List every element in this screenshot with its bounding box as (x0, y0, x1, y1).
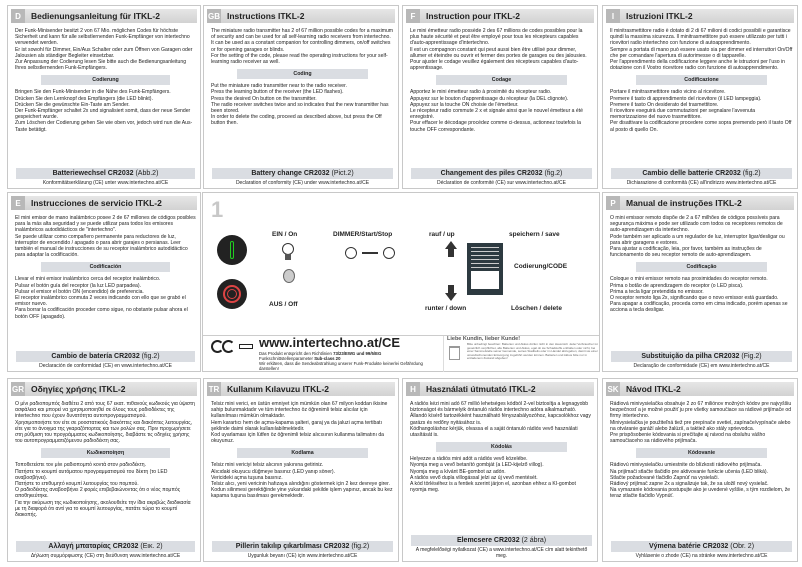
conformity-note: A megfelelőségi nyilatkozat (CE) a www.intertechno.at/CE cím alatt tekinthető meg. (415, 547, 588, 559)
figure-number: 1 (211, 197, 224, 222)
coding-step: Για την ακύρωση της κωδικοποίησης, ακολουθείτε την ίδια ακριβώς διαδικασία με τη διαφορά ότι αντί για το κουμπί λειτουργίας, πατάτε τώρα το κουμπί διακοπής. (15, 499, 191, 519)
intro-paragraph: Pode também ser aplicado a um regulador de luz, interruptor ligar/desligar ou para abrir garagens e estores. (610, 233, 785, 246)
coding-step: Appuyez sur la touche ON choisie de l'émetteur. (410, 101, 519, 108)
coding-step: Telsiz alıcı, yeni vericinin hafızaya alındığını göstermek için 2 kez devreye girer. (211, 481, 390, 488)
instructions-panel-de (7, 5, 201, 189)
conformity-note: Konformitätserklärung (CE) unter www.intertechno.at/CE (42, 180, 169, 186)
ce-subclass: Sub-class 20 (314, 356, 341, 361)
coding-step: Πατήστε το κουμπί αυτόματου προγραμματισμού του δέκτη (το LED αναβοσβήνει). (15, 468, 168, 481)
battery-figure-ref: (fig.2) (141, 353, 160, 360)
ce-text-1: Das Produkt entspricht den Richtlinien (259, 351, 332, 356)
coding-heading: Codificación (41, 262, 170, 272)
language-badge: SK (606, 382, 620, 396)
coding-step: Ο ραδιοδέκτης αναβοσβήνει 2 φορές επιβεβαιώνοντας ότι ο νέος πομπός αποθηκεύτηκε. (15, 487, 181, 500)
coding-step: Stlačte požadované tlačidlo Zapnúť na vysielači. (610, 474, 719, 481)
panel-body (603, 396, 797, 500)
ce-text-3: Wir erklären, dass die Sendeabstrahlung unserer Funk-Produkte keinerlei Gefährdung darstellen! (259, 361, 423, 371)
conformity-note: Δήλωση συμμόρφωσης (CE) στη διεύθυνση www.intertechno.at/CE (30, 553, 181, 559)
battery-heading (16, 168, 195, 179)
coding-step: A rádiós vevő dupla villogással jelzi az új vevő mentését. (410, 474, 538, 481)
battery-figure-ref: (fig.2) (351, 543, 370, 550)
coding-step: Drücken Sie den Lernknopf des Empfängers (die LED blinkt). (15, 95, 153, 102)
intro-paragraph: Pre prispôsobenie kódovania si prečítajte aj návod na obsluhu vášho samoučiaceho sa rádiového prijímača. (610, 432, 766, 445)
panel-title: Návod ITKL-2 (626, 384, 681, 394)
language-badge: D (11, 9, 25, 23)
down-arrow-shaft (448, 285, 454, 293)
battery-figure-ref: (Abb.2) (135, 170, 159, 177)
coding-step: In order to delete the coding, proceed as described above, but press the Off button then. (211, 114, 382, 127)
coding-step: Apportez le mini émetteur radio à proximité du récepteur radio. (410, 89, 552, 96)
coding-step: Press the learning button of the receiver (the LED flashes). (211, 89, 344, 96)
coding-step: Pulsar el botón guía del receptor (la luz LED parpadea). (15, 282, 142, 289)
panel-header (406, 382, 594, 396)
panel-body (204, 23, 398, 127)
coding-step: Πατήστε το επιθυμητό κουμπί λειτουργίας του πομπού. (15, 481, 139, 488)
intro-paragraph: Minivysielačka je použiteľná tiež pre prepínače svetiel, zapínače/vypínače alebo na otváranie garáží alebo žalúzií, a taktiež ako stály sprievodca. (610, 419, 791, 432)
coding-step: El receptor inalámbrico conmuta 2 veces indicando con ello que se grabó el emisor nuevo. (15, 295, 186, 308)
panel-header (11, 382, 197, 396)
save-label: speichern / save (509, 231, 560, 238)
intro-paragraph: Hem karartıcı hem de açma-kapama şalteri, garaj ya da jaluzi açma tertibatı şeklinde daimi olarak kullanılabilmektedir. (211, 419, 382, 432)
battery-title: Pillerin takılıp çıkartılması CR2032 (235, 543, 350, 550)
battery-heading (212, 541, 393, 552)
coding-heading: Codificação (636, 262, 767, 272)
battery-heading (611, 168, 792, 179)
panel-header (406, 9, 594, 23)
coding-step: The radio receiver switches twice and so indicates that the new transmitter has been stored. (211, 101, 389, 115)
coding-step: Il ricevitore eseguirà due commutazioni per segnalare l'avvenuta memorizzazione del nuovo trasmettitore. (610, 108, 756, 121)
coding-heading: Codificazione (636, 75, 767, 85)
battery-title: Battery change CR2032 (251, 170, 330, 177)
battery-figure-ref: (Fig.2) (741, 353, 762, 360)
panel-title: Kullanım Kılavuzu ITKL-2 (227, 384, 330, 394)
battery-title: Batteriewechsel CR2032 (52, 170, 134, 177)
coding-step: A kód törléséhez is a fentiek szerint járjon el, azonban ehhez a KI-gombot nyomja meg. (410, 481, 576, 494)
coding-step: Per disattivare la codificazione procedere come sopra premendo però il tasto Off al posto di quello On. (610, 120, 792, 133)
battery-title: Elemcsere CR2032 (456, 537, 520, 544)
coding-step: Prima a tecla ligar pretendida no emissor. (610, 288, 704, 295)
coding-step: Nyomja meg a vevő betanító gombját (a LED-kijelző villog). (410, 462, 544, 469)
coding-step: O receptor remoto liga 2x, significando que o novo emissor está guardado. (610, 295, 779, 302)
panel-body (603, 210, 797, 314)
battery-heading (212, 168, 393, 179)
recycling-title: Liebe Kundin, lieber Kunde! (447, 336, 521, 342)
panel-body (204, 396, 398, 500)
battery-figure-ref: (Obr. 2) (730, 543, 755, 550)
coding-step: Vericideki açma tuşuna basınız. (211, 474, 283, 481)
language-badge: TR (207, 382, 221, 396)
battery-heading (611, 541, 792, 552)
panel-header (606, 382, 794, 396)
intro-paragraph: Sempre a portata di mano può essere usato sia per dimmer ed interruttori On/Off che per comandare l'apertura di autorimesse o di tapparelle. (610, 46, 793, 59)
bin-icon (449, 346, 460, 360)
coding-step: Prima o botão de aprendizagem do receptor (o LED pisca). (610, 282, 744, 289)
conformity-note: Déclaration de conformité (CE) sur www.intertechno.at/CE (437, 180, 566, 186)
coding-step: Helyezze a rádiós mini adót a rádiós vevő közelébe. (410, 456, 528, 463)
coding-step: Coloque o mini emissor remoto nas proximidades do receptor remoto. (610, 276, 768, 283)
off-label: AUS / Off (269, 301, 298, 308)
dimmer-label: DIMMER/Start/Stop (333, 231, 393, 238)
coding-step: Τοποθετείστε τον μίνι ραδιοπομπό κοντά στον ραδιοδέκτη. (15, 462, 146, 469)
panel-title: Használati útmutató ITKL-2 (426, 384, 536, 394)
intro-paragraph: Il minitrasmettitore radio è dotato di 2 di 67 milioni di codici possibili e garantisce quindi la massima sicurezza. Il minitrasmettitore può essere utilizzato per tutti i ricevitori radio intertechno con funzione di autoapprendimento. (610, 28, 791, 47)
battery-figure-ref: (Pict.2) (331, 170, 354, 177)
intro-paragraph: Le mini émetteur radio possède 2 des 67 millions de codes possibles pour la plus haute sécurité et peut être employé pour tous les récepteurs capables d'auto-apprentissage d'intertechno. (410, 28, 583, 47)
instructions-panel-pt (602, 192, 798, 372)
ce-directives: 73/23/EWG und 99/5/EG (333, 351, 382, 356)
battery-figure-ref: (fig.2) (544, 170, 563, 177)
panel-header (606, 196, 794, 210)
intro-paragraph: A rádiós kézi mini adó 67 millió lehetséges kódból 2-vel biztosítja a legnagyobb biztonságot és bármelyik öntanuló rádiós intertechno adóra alkalmazható. (410, 401, 589, 414)
battery-title: Changement des piles CR2032 (440, 170, 543, 177)
battery-heading (411, 168, 592, 179)
battery-heading (16, 351, 195, 362)
intro-paragraph: Er ist sowohl für Dimmer, Ein/Aus Schalter oder zum Öffnen von Garagen oder Jalousien als ständiger Begleiter einsetzbar. (15, 46, 193, 59)
battery-title: Substituição da pilha CR2032 (641, 353, 740, 360)
battery-title: Cambio de batería CR2032 (51, 353, 140, 360)
down-arrow-icon (445, 293, 457, 301)
coding-heading: Kódovanie (636, 448, 767, 458)
panel-body (8, 396, 200, 518)
panel-body (403, 396, 597, 493)
battery-heading (411, 535, 592, 546)
coding-step: Put the miniature radio transmitter near to the radio receiver. (211, 83, 347, 90)
conformity-note: Declaración de conformidad (CE) en www.intertechno.at/CE (39, 363, 172, 369)
intro-paragraph: It can be used as a constant companion for controlling dimmers, on/off switches or for opening garages or blinds. (211, 40, 391, 53)
battery-title: Cambio delle batterie CR2032 (642, 170, 741, 177)
delete-label: Löschen / delete (511, 305, 562, 312)
up-arrow-shaft (448, 249, 454, 257)
panel-title: Instructions ITKL-2 (227, 11, 305, 21)
battery-figure-ref: (fig.2) (742, 170, 761, 177)
panel-title: Bedienungsanleitung für ITKL-2 (31, 11, 160, 21)
website-url[interactable]: www.intertechno.at/CE (259, 335, 401, 350)
intro-paragraph: Telsiz mini verici, en üstün emniyet için mümkün olan 67 milyon koddan ikisine sahip bulunmaktadır ve tüm intertechno öz öğrenimli telsiz alıcılar için kullanılması mümkün olmaktadır. (211, 401, 388, 420)
ce-text-2: Funkschnittstellenparameter (259, 356, 313, 361)
panel-title: Istruzioni ITKL-2 (626, 11, 693, 21)
coding-step: Para apagar a codificação, proceda como em cima indicado, porém apenas se acciona a tecla desligar. (610, 301, 788, 314)
intro-paragraph: Zur Anpassung der Codierung lesen Sie bitte auch die Bedienungsanleitung Ihres selbstlernenden Funk-Empfängers. (15, 59, 187, 72)
panel-body (603, 23, 797, 133)
off-button-icon (217, 279, 247, 309)
intro-paragraph: Der Funk-Minisender besitzt 2 von 67 Mio. möglichen Codes für höchste Sicherheit und kann für alle selbstlernenden Funk-Empfänger von intertechno verwendet werden. (15, 28, 190, 47)
intro-paragraph: O mini emissor remoto dispõe de 2 a 67 milhões de códigos possíveis para segurança máxima e pode ser utilizado com todos os receptores remotos de auto-aprendizagem da intertechno. (610, 215, 783, 234)
coding-step: Premere il tasto On desiderato del trasmettitore. (610, 101, 719, 108)
coding-step: Kodun silinmesi gerektiğinde yine yukarıdaki şekilde işlem yapınız, ancak bu kez kapama tuşuna basılması gerekmektedir. (211, 487, 393, 500)
up-label: rauf / up (429, 231, 455, 238)
panel-header (606, 9, 794, 23)
coding-step: Zum Löschen der Codierung gehen Sie wie oben vor, jedoch wird nun die Aus-Taste betätigt. (15, 120, 193, 133)
recycling-text: Bitte unbedingt beachten: Batterien und Akkus dürfen nicht in den Hausmüll. Jeder Verbraucher ist gesetzlich verpflichtet, alle Batterien und Akkus, egal ob sie Schadstoffe enthalten oder nicht, bei einer Sammelstelle seiner Gemeinde, seines Stadtteils oder im Handel abzugeben, damit sie einer umweltschonenden Entsorgung zugeführt werden können. Batterien und Akkus bitte nur in entladenem Zustand abgeben! (467, 342, 598, 361)
panel-title: Instrucciones de servicio ITKL-2 (31, 198, 162, 208)
battery-heading (611, 351, 792, 362)
panel-title: Manual de instruções ITKL-2 (626, 198, 742, 208)
coding-heading: Coding (237, 69, 368, 79)
coding-step: Para borrar la codificación proceder como sigue, no obstante pulsar ahora el botón OFF (apagado). (15, 307, 188, 320)
language-badge: GB (207, 9, 221, 23)
battery-title: Αλλαγή μπαταρίας CR2032 (48, 543, 139, 550)
code-label: Codierung/CODE (514, 263, 568, 270)
instructions-panel-gr (7, 378, 201, 562)
coding-step: Appuyez sur le bouton d'apprentissage du récepteur (la DEL clignote). (410, 95, 569, 102)
down-label: runter / down (425, 305, 467, 312)
coding-step: Press the desired On button on the transmitter. (211, 95, 317, 102)
coding-heading: Codage (436, 75, 567, 85)
language-badge: E (11, 196, 25, 210)
instructions-panel-es (7, 192, 201, 372)
recycling-notice (443, 336, 599, 372)
language-badge: H (406, 382, 420, 396)
instructions-panel-fr (402, 5, 598, 189)
intro-paragraph: For the setting of the code, please read the operating instructions for your self-learning radio receiver as well. (211, 52, 388, 66)
coding-step: Drücken Sie die gewünschte Ein-Taste am Sender. (15, 101, 130, 108)
conformity-note: Dichiarazione di conformità (CE) all'indirizzo www.intertechno.at/CE (626, 180, 777, 186)
panel-title: Οδηγίες χρήσης ITKL-2 (31, 384, 126, 394)
instructions-panel-hu (402, 378, 598, 562)
coding-step: Der Funk-Empfänger schaltet 2x und signalisiert somit, dass der neue Sender gespeichert wurde. (15, 108, 191, 121)
coding-heading: Codierung (41, 75, 170, 85)
intro-paragraph: Il est un compagnon constant qui peut aussi bien être utilisé pour dimmer, allumer et éteindre ou ouvrir et fermer des portes de garages ou des jalousies. (410, 46, 587, 59)
on-button-icon (217, 235, 247, 265)
language-badge: F (406, 9, 420, 23)
battery-title: Výmena batérie CR2032 (648, 543, 729, 550)
panel-title: Instruction pour ITKL-2 (426, 11, 520, 21)
intro-paragraph: The miniature radio transmitter has 2 of 67 million possible codes for a maximum of security and can be used for all self-learning radio receivers from intertechno. (211, 28, 394, 41)
dimmer-bulbs-icon (345, 243, 395, 261)
intro-paragraph: Χρησιμοποιήστε τον είτε σε ροοστατικούς διακόπτες και διακόπτες λειτουργίας, είτε για το άνοιγμα της γκαραζόπορτας και των ρολών σας. Πριν προχωρήσετε στη ρύθμιση του προγράμματος κωδικοποίησης, διαβάστε τις οδηγίες χρήσης του αυτοπρογραμματιζόμενου ραδιοδέκτη σας. (15, 419, 193, 445)
intro-paragraph: Se puede utilizar como compañero permanente para reductores de luz, interruptor de encendido / apagado o para abrir garajes o persianas. Leer también el manual de instrucciones de su receptor inalámbrico autodidáctico para adaptar la codificación. (15, 233, 188, 259)
language-badge: P (606, 196, 620, 210)
panel-header (11, 196, 197, 210)
figure-panel (202, 192, 600, 372)
up-arrow-icon (445, 241, 457, 249)
ce-declaration (259, 351, 439, 371)
coding-step: Pour effacer le décodage procédez comme ci-dessus, actionnez toutefois la touche OFF correspondante. (410, 120, 581, 133)
coding-step: Na prijímači stlačte tlačidlo pre aktivovanie funkcie učenia (LED bliká). (610, 468, 768, 475)
instructions-panel-sk (602, 378, 798, 562)
panel-body (8, 210, 200, 320)
conformity-note: Uygunluk beyanı (CE) için www.intertechno.at/CE (247, 553, 358, 559)
coding-step: Portare il minitrasmettitore radio vicino al ricevitore. (610, 89, 726, 96)
unlit-bulb-icon (283, 269, 295, 283)
panel-header (207, 382, 395, 396)
intro-paragraph: Kod uyarlaması için lütfen öz öğrenimli telsiz alıcısının kullanma talimatını da okuyunuz. (211, 432, 384, 445)
panel-header (11, 9, 197, 23)
coding-heading: Kodlama (237, 448, 368, 458)
coding-step: Rádiový prijímač zapne 2x a signalizuje tak, že sa uložil nový vysielač. (610, 481, 769, 488)
coding-step: Nyomja meg a kívánt BE-gombot az adón. (410, 468, 506, 475)
conformity-note: Declaração de conformidade (CE) em www.intertechno.at/CE (633, 363, 770, 369)
instructions-panel-gb (203, 5, 399, 189)
coding-heading: Kódolás (436, 442, 567, 452)
instructions-panel-it (602, 5, 798, 189)
intro-paragraph: Pour ajuster le codage veuillez également des récepteurs capables d'auto-apprentissage. (410, 59, 579, 72)
language-badge: GR (11, 382, 25, 396)
panel-body (403, 23, 597, 133)
lit-bulb-icon (281, 243, 295, 261)
language-badge: I (606, 9, 620, 23)
battery-heading (16, 541, 195, 552)
intro-paragraph: Kódhangoláshoz kérjük, olvassa el a saját öntanuló rádiós vevő használati utasítását is. (410, 425, 578, 439)
coding-step: Rádiovú minivysielačku umiestnite do blízkosti rádiového prijímača. (610, 462, 762, 469)
panel-header (207, 9, 395, 23)
coding-step: Na vymazanie kódovania postupujte ako je uvedené vyššie, s tým rozdielom, že teraz stlačte tlačidlo Vypnúť. (610, 487, 791, 500)
instructions-panel-tr (203, 378, 399, 562)
intro-paragraph: Rádiová minivysielačka obsahuje 2 zo 67 miliónov možných kódov pre najvyššiu bezpečnosť a je možné použiť ju pre všetky samoučiace sa rádiové prijímače od firmy intertechno. (610, 401, 792, 420)
coding-heading: Κωδικοποίηση (41, 448, 170, 458)
intro-paragraph: Állandó kísérő tartozékként használható fényszabályozóhoz, kapcsolókhoz vagy garázs és redőny nyitásához is. (410, 413, 591, 426)
coding-step: Le récepteur radio commute 2 x et signale ainsi que le nouvel émetteur a été enregistré. (410, 108, 584, 121)
coding-step: Llevar el mini emisor inalámbrico cerca del receptor inalámbrico. (15, 276, 161, 283)
on-label: EIN / On (272, 231, 298, 238)
battery-figure-ref: (2 ábra) (521, 537, 547, 544)
coding-step: Pulsar el emisor el botón ON (encendido) de preferencia. (15, 288, 144, 295)
ce-mark-icon (211, 339, 255, 355)
coding-step: Alıcıdaki okuyucu düğmeye basınız (LED yanıp söner). (211, 468, 336, 475)
intro-paragraph: Per l'apprendimento della codificazione leggere anche le istruzioni per l'uso in dotazione con il Vostro ricevitore radio con funzione di autoapprendimento. (610, 59, 785, 72)
panel-body (8, 23, 200, 133)
conformity-note: Vyhlásenie o zhode (CE) na stránke www.intertechno.at/CE (635, 553, 768, 559)
coding-step: Telsiz mini vericiyi telsiz alıcının yakınına getiriniz. (211, 462, 324, 469)
intro-paragraph: Para ajustar a codificação, leia, por favor, também as instruções de funcionamento do seu receptor remoto de auto-aprendizagem. (610, 246, 762, 259)
conformity-note: Declaration of conformity (CE) under www.intertechno.at/CE (235, 180, 370, 186)
coding-step: Bringen Sie den Funk-Minisender in die Nähe des Funk-Empfängers. (15, 89, 171, 96)
blind-icon (467, 243, 503, 295)
intro-paragraph: El mini emisor de mano inalámbrico posee 2 de 67 millones de códigos posibles para la más alta seguridad y se puede utilizar para todos los emisores inalámbricos autodidácticos de "intertechno". (15, 215, 196, 234)
battery-figure-ref: (Εικ. 2) (140, 543, 163, 550)
coding-step: Premere il tasto di apprendimento del ricevitore (il LED lampeggia). (610, 95, 762, 102)
intro-paragraph: Ο μίνι ραδιοπομπός διαθέτει 2 από τους 67 εκατ. πιθανούς κωδικούς για ύψιστη ασφάλεια και μπορεί να χρησιμοποιηθεί σε όλους τους ραδιοδέκτες της intertechno που έχουν δυνατότητα αυτοπρογραμματισμού. (15, 401, 195, 420)
